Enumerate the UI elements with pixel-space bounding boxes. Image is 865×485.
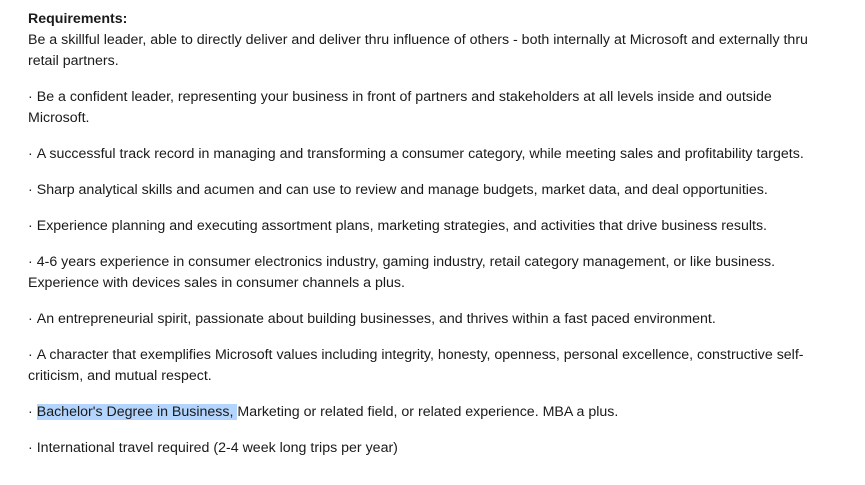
bullet-mark: · (28, 404, 33, 420)
requirement-item (28, 144, 828, 165)
requirement-text: Sharp analytical skills and acumen and can use to review and manage budgets, market data, and deal opportunities. (36, 182, 768, 198)
requirements-section (28, 9, 828, 474)
selected-text-highlight[interactable]: Bachelor's Degree in Business, (36, 404, 238, 420)
bullet-mark: · (28, 89, 33, 105)
requirement-text: International travel required (2-4 week long trips per year) (36, 440, 398, 456)
requirement-text: A successful track record in managing and transforming a consumer category, while meeting sales and profitability targets. (36, 146, 804, 162)
requirement-item (28, 180, 828, 201)
requirements-heading: Requirements: (28, 11, 128, 27)
bullet-mark: · (28, 182, 33, 198)
requirements-intro: Be a skillful leader, able to directly deliver and deliver thru influence of others - both internally at Microsoft and externally thru retail partners. (28, 32, 808, 69)
requirement-item (28, 402, 828, 423)
requirement-item (28, 216, 828, 237)
requirement-item (28, 438, 828, 459)
bullet-mark: · (28, 146, 33, 162)
requirement-item (28, 87, 828, 129)
requirement-text: 4-6 years experience in consumer electronics industry, gaming industry, retail category management, or like business. Experience with devices sales in consumer channels a plus. (28, 254, 776, 291)
requirement-text: Marketing or related field, or related experience. MBA a plus. (237, 404, 619, 420)
requirement-item (28, 345, 828, 387)
requirement-item (28, 309, 828, 330)
bullet-mark: · (28, 254, 33, 270)
bullet-mark: · (28, 311, 33, 327)
requirement-text: An entrepreneurial spirit, passionate about building businesses, and thrives within a fast paced environment. (36, 311, 716, 327)
requirement-text: Experience planning and executing assortment plans, marketing strategies, and activities that drive business results. (36, 218, 767, 234)
requirement-item (28, 252, 828, 294)
requirement-text: A character that exemplifies Microsoft values including integrity, honesty, openness, personal excellence, constructive self-criticism, and mutual respect. (28, 347, 804, 384)
bullet-mark: · (28, 347, 33, 363)
bullet-mark: · (28, 218, 33, 234)
requirement-text: Be a confident leader, representing your business in front of partners and stakeholders at all levels inside and outside Microsoft. (28, 89, 772, 126)
bullet-mark: · (28, 440, 33, 456)
